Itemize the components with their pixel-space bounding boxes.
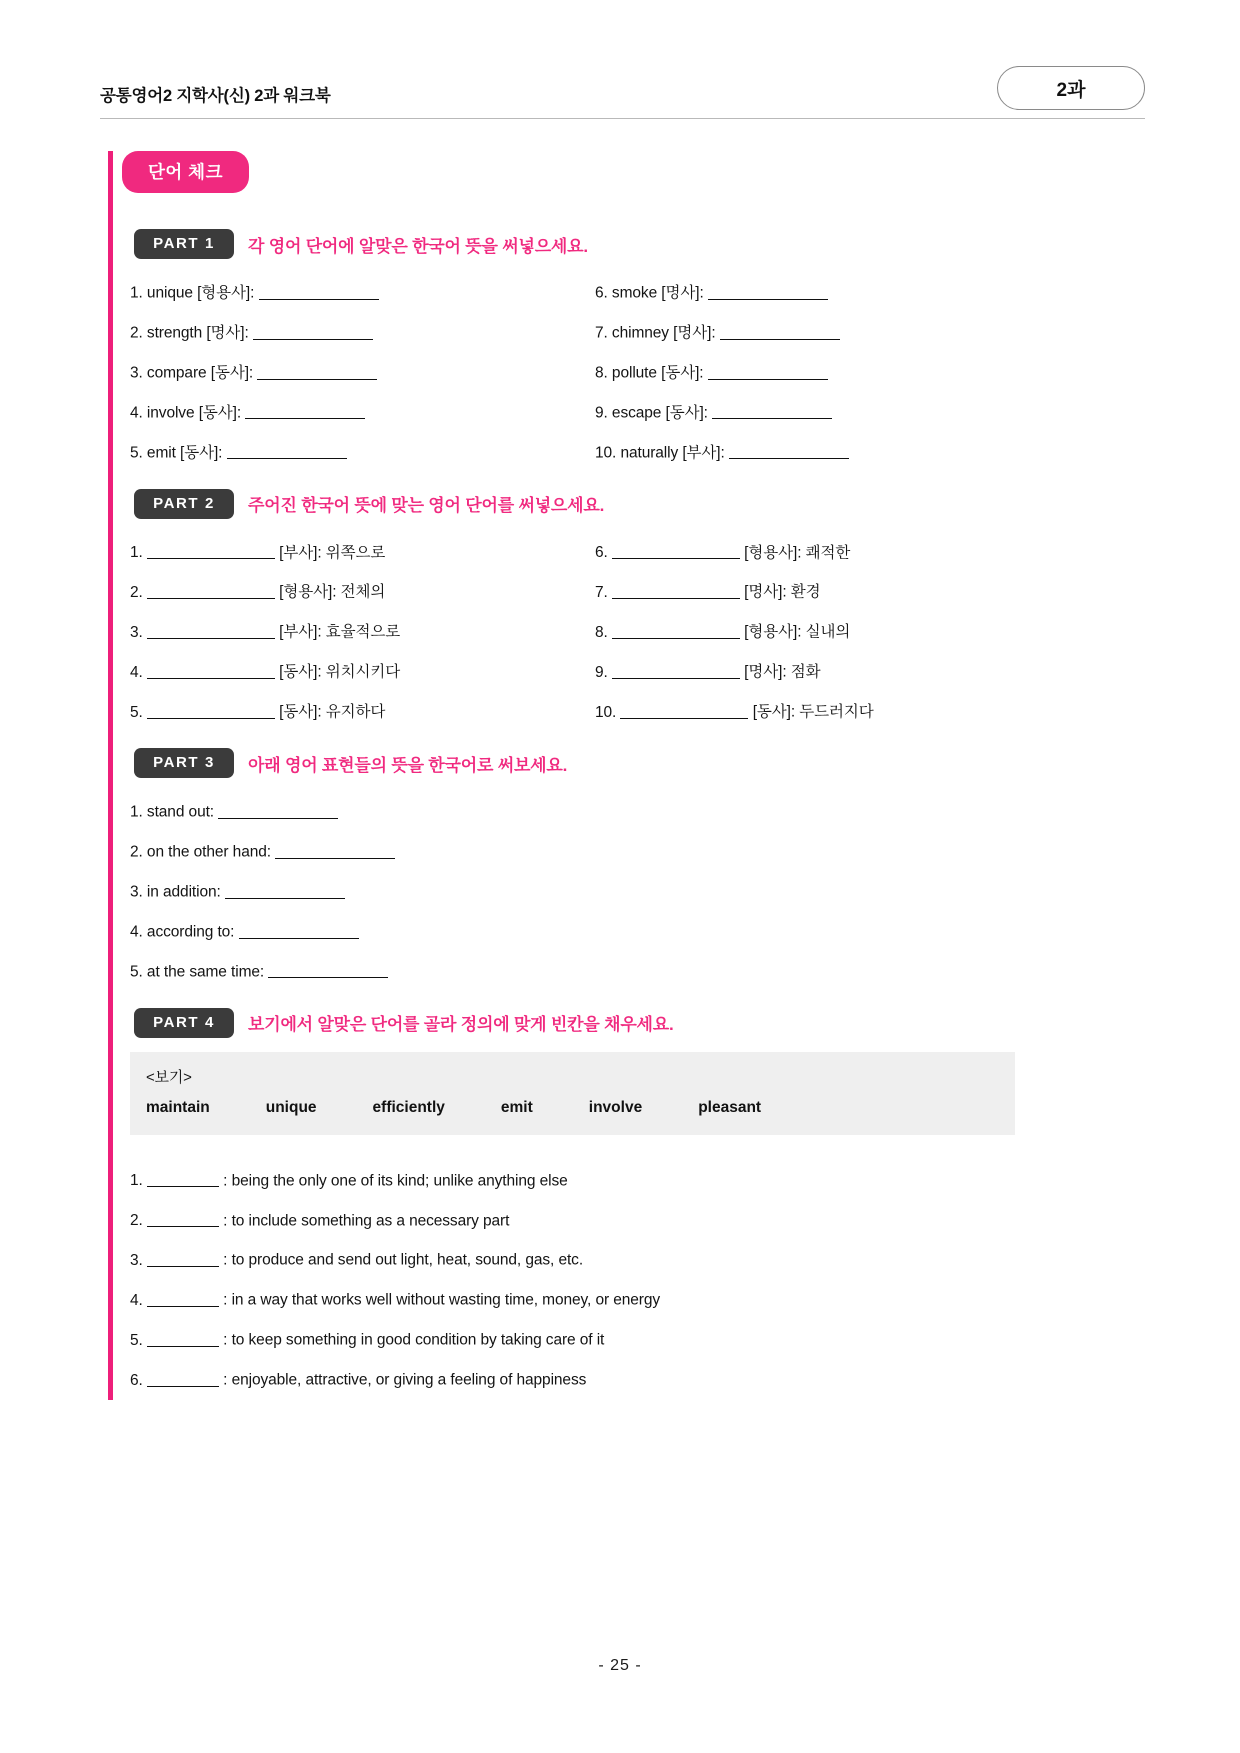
list-item [595,313,1145,353]
list-item [130,692,595,732]
definition-text: : to keep something in good condition by taking care of it [223,1331,605,1349]
item-label: 1. unique [형용사]: [130,284,255,302]
list-item [130,313,595,353]
item-number: 3. [130,1251,143,1269]
answer-blank[interactable] [147,1372,219,1387]
part-2-items [130,533,1145,733]
page-header [0,0,1240,112]
word-bank-item[interactable]: maintain [146,1098,210,1116]
page-title: 공통영어2 지학사(신) 2과 워크북 [100,87,331,105]
list-item [130,952,1145,992]
answer-blank[interactable] [147,1332,219,1347]
definition-text: : in a way that works well without wasting time, money, or energy [223,1291,661,1309]
list-item [130,1280,1145,1320]
list-item [130,832,1145,872]
list-item [130,533,595,573]
item-label: 2. on the other hand: [130,843,271,861]
part-4-heading [134,1008,1145,1038]
answer-blank[interactable] [720,325,840,340]
list-item [130,433,595,473]
list-item [130,1320,1145,1360]
word-bank-label: <보기> [146,1068,192,1086]
answer-blank[interactable] [225,884,345,899]
item-number: 6. [130,1371,143,1389]
header-divider [100,118,1145,119]
item-meaning: [부사]: 위쪽으로 [279,543,386,561]
item-number: 7. [595,583,608,601]
item-meaning: [동사]: 두드러지다 [752,703,874,721]
item-number: 3. [130,623,143,641]
item-number: 2. [130,583,143,601]
section-title-badge: 단어 체크 [122,151,249,193]
item-number: 4. [130,1291,143,1309]
page-number: - 25 - [598,1657,642,1674]
answer-blank[interactable] [227,445,347,460]
item-label: 4. involve [동사]: [130,404,242,422]
item-label: 5. at the same time: [130,963,265,981]
list-item [595,393,1145,433]
item-meaning: [동사]: 위치시키다 [279,663,401,681]
item-meaning: [명사]: 환경 [744,583,821,601]
list-item [595,533,1145,573]
answer-blank[interactable] [147,545,275,560]
part-1-heading [134,229,1145,259]
word-bank-item[interactable]: pleasant [698,1098,762,1116]
word-bank-box [130,1052,1015,1135]
answer-blank[interactable] [147,584,275,599]
item-label: 1. stand out: [130,803,215,821]
part-4-title: 보기에서 알맞은 단어를 골라 정의에 맞게 빈칸을 채우세요. [248,1015,674,1035]
answer-blank[interactable] [147,1292,219,1307]
worksheet-content [108,151,1145,1400]
part-2-title: 주어진 한국어 뜻에 맞는 영어 단어를 써넣으세요. [248,496,605,516]
item-meaning: [부사]: 효율적으로 [279,623,401,641]
item-label: 7. chimney [명사]: [595,324,716,342]
answer-blank[interactable] [147,704,275,719]
answer-blank[interactable] [612,545,740,560]
answer-blank[interactable] [218,804,338,819]
definition-text: : enjoyable, attractive, or giving a feeling of happiness [223,1371,587,1389]
list-item [130,393,595,433]
item-number: 5. [130,1331,143,1349]
item-meaning: [형용사]: 쾌적한 [744,543,851,561]
answer-blank[interactable] [147,664,275,679]
answer-blank[interactable] [708,285,828,300]
item-label: 2. strength [명사]: [130,324,249,342]
word-bank-item[interactable]: efficiently [372,1098,445,1116]
list-item [595,273,1145,313]
list-item [595,433,1145,473]
part-2-heading [134,489,1145,519]
list-item [595,353,1145,393]
answer-blank[interactable] [612,584,740,599]
answer-blank[interactable] [147,1173,219,1188]
list-item [130,353,595,393]
list-item [130,1360,1145,1400]
item-number: 4. [130,663,143,681]
item-label: 6. smoke [명사]: [595,284,704,302]
part-1-items [130,273,1145,473]
answer-blank[interactable] [239,924,359,939]
list-item [130,912,1145,952]
item-label: 5. emit [동사]: [130,444,223,462]
item-label: 10. naturally [부사]: [595,444,725,462]
answer-blank[interactable] [275,844,395,859]
item-meaning: [명사]: 점화 [744,663,821,681]
answer-blank[interactable] [620,704,748,719]
part-4-tag: PART 4 [134,1008,234,1038]
part-4-definitions [130,1161,1145,1400]
answer-blank[interactable] [712,405,832,420]
item-label: 3. compare [동사]: [130,364,254,382]
item-number: 9. [595,663,608,681]
part-3-heading [134,748,1145,778]
list-item [595,692,1145,732]
item-label: 3. in addition: [130,883,221,901]
item-number: 8. [595,623,608,641]
answer-blank[interactable] [147,1213,219,1228]
answer-blank[interactable] [612,664,740,679]
word-bank-item[interactable]: emit [500,1098,533,1116]
answer-blank[interactable] [612,624,740,639]
list-item [130,652,595,692]
item-number: 2. [130,1211,143,1229]
list-item [130,792,1145,832]
item-label: 8. pollute [동사]: [595,364,704,382]
item-number: 1. [130,1172,143,1189]
word-bank-item[interactable]: unique [265,1098,317,1116]
answer-blank[interactable] [253,325,373,340]
list-item [130,1240,1145,1280]
item-label: 4. according to: [130,923,235,941]
answer-blank[interactable] [257,365,377,380]
part-3-items [130,792,1145,992]
answer-blank[interactable] [259,285,379,300]
answer-blank[interactable] [147,624,275,639]
part-3-tag: PART 3 [134,748,234,778]
answer-blank[interactable] [729,445,849,460]
item-label: 9. escape [동사]: [595,404,708,422]
answer-blank[interactable] [708,365,828,380]
definition-text: : to produce and send out light, heat, sound, gas, etc. [223,1251,584,1269]
item-number: 1. [130,543,143,561]
item-number: 10. [595,703,617,721]
definition-text: : to include something as a necessary part [223,1211,510,1229]
part-1-tag: PART 1 [134,229,234,259]
answer-blank[interactable] [147,1252,219,1267]
item-meaning: [동사]: 유지하다 [279,703,386,721]
part-2-tag: PART 2 [134,489,234,519]
item-number: 6. [595,543,608,561]
list-item [595,652,1145,692]
item-meaning: [형용사]: 실내의 [744,623,851,641]
lesson-badge: 2과 [997,66,1145,110]
list-item [130,273,595,313]
definition-text: : being the only one of its kind; unlike anything else [223,1172,568,1189]
item-number: 5. [130,703,143,721]
list-item [130,612,595,652]
answer-blank[interactable] [245,405,365,420]
part-3-title: 아래 영어 표현들의 뜻을 한국어로 써보세요. [248,755,568,775]
word-bank-words [146,1099,999,1117]
list-item [595,612,1145,652]
part-1-title: 각 영어 단어에 알맞은 한국어 뜻을 써넣으세요. [248,236,588,256]
list-item [130,1201,1145,1241]
list-item [595,572,1145,612]
list-item [130,1161,1145,1201]
list-item [130,572,595,612]
list-item [130,872,1145,912]
word-bank-item[interactable]: involve [588,1098,643,1116]
answer-blank[interactable] [268,964,388,979]
item-meaning: [형용사]: 전체의 [279,583,386,601]
